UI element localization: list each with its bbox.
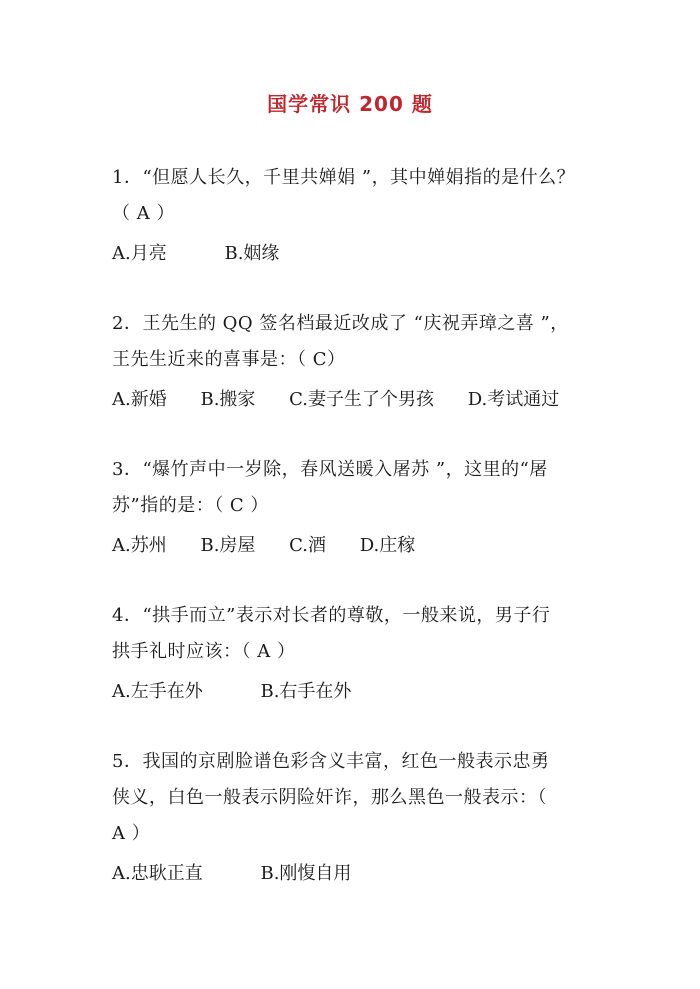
option-a: A.月亮 [112,243,167,264]
question-4 [112,598,612,710]
question-5-line-1: 5．我国的京剧脸谱色彩含义丰富，红色一般表示忠勇 [112,751,550,772]
question-3-line-2: 苏”指的是：（ C ） [112,495,269,516]
question-1-line-1: 1．“但愿人长久，千里共婵娟 ”，其中婵娟指的是什么？ [112,167,576,188]
option-b: B.刚愎自用 [260,863,352,884]
question-5-line-3: A ） [112,823,151,844]
question-4-line-1: 4．“拱手而立”表示对长者的尊敬，一般来说，男子行 [112,605,551,626]
question-2-line-2: 王先生近来的喜事是：（ C） [112,349,346,370]
option-b: B.姻缘 [224,243,280,264]
option-a: A.新婚 [112,389,167,410]
option-d: D.考试通过 [467,389,560,410]
option-b: B.房屋 [200,535,256,556]
question-3 [112,452,612,564]
question-2 [112,306,612,418]
page-title: 国学常识 200 题 [267,92,433,116]
question-3-line-1: 3．“爆竹声中一岁除，春风送暖入屠苏 ”，这里的“屠 [112,459,548,480]
question-5 [112,744,612,892]
question-1-options [112,236,612,272]
question-4-options [112,674,612,710]
question-5-options [112,856,612,892]
question-3-options [112,528,612,564]
question-5-line-2: 侠义，白色一般表示阴险奸诈，那么黑色一般表示：（ [112,787,547,808]
option-a: A.忠耿正直 [112,863,203,884]
option-d: D.庄稼 [359,535,416,556]
option-c: C.酒 [289,535,327,556]
option-b: B.右手在外 [260,681,352,702]
question-1 [112,160,612,272]
option-b: B.搬家 [200,389,256,410]
option-a: A.左手在外 [112,681,203,702]
option-a: A.苏州 [112,535,167,556]
option-c: C.妻子生了个男孩 [289,389,435,410]
question-4-line-2: 拱手礼时应该：（ A ） [112,641,296,662]
question-1-line-2: （ A ） [112,203,175,224]
question-2-line-1: 2．王先生的 QQ 签名档最近改成了 “庆祝弄璋之喜 ”， [112,313,569,334]
question-2-options [112,382,612,418]
